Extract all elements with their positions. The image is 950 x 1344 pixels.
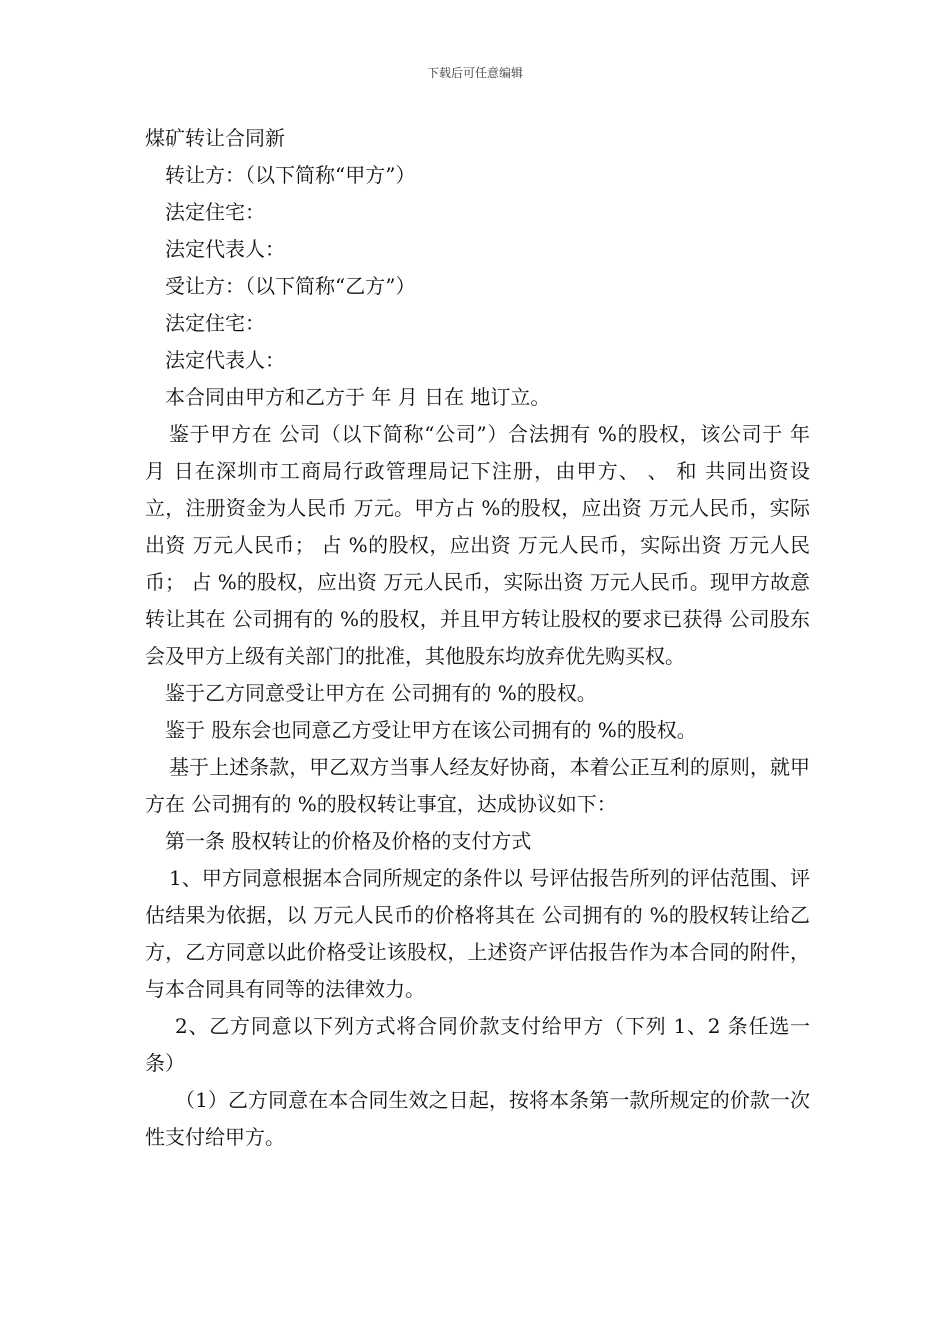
document-title: 煤矿转让合同新 [145, 126, 285, 150]
paragraph-transferor-address: 法定住宅： [165, 200, 265, 224]
paragraph-transferee-representative: 法定代表人： [165, 348, 285, 372]
article-1-clause-1: 1、甲方同意根据本合同所规定的条件以 号评估报告所列的评估范围、评估结果为依据，以 万元人民币的价格将其在 公司拥有的 %的股权转让给乙方，乙方同意以此价格受让该股权，上述资产评估报告作为本合同的附件，与本合同具有同等的法律效力。 [145, 866, 810, 1001]
paragraph-contract-date: 本合同由甲方和乙方于 年 月 日在 地订立。 [165, 385, 551, 409]
article-1-clause-2: 2、乙方同意以下列方式将合同价款支付给甲方（下列 1、2 条任选一条） [145, 1014, 810, 1075]
paragraph-transferee: 受让方：（以下简称“乙方”） [165, 274, 416, 298]
document-body [145, 120, 810, 1156]
paragraph-transferee-address: 法定住宅： [165, 311, 265, 335]
paragraph-transferor: 转让方：（以下简称“甲方”） [165, 163, 416, 187]
page-header-note: 下载后可任意编辑 [426, 66, 523, 80]
paragraph-transferor-representative: 法定代表人： [165, 237, 285, 261]
article-1-heading: 第一条 股权转让的价格及价格的支付方式 [165, 829, 532, 853]
article-1-clause-2-option-1: （1）乙方同意在本合同生效之日起，按将本条第一款所规定的价款一次性支付给甲方。 [145, 1088, 810, 1149]
paragraph-agreement-basis: 基于上述条款，甲乙双方当事人经友好协商，本着公正互利的原则，就甲方在 公司拥有的 %的股权转让事宜，达成协议如下： [145, 755, 810, 816]
paragraph-recital-shareholders: 鉴于 股东会也同意乙方受让甲方在该公司拥有的 %的股权。 [165, 718, 697, 742]
paragraph-recital-equity: 鉴于甲方在 公司（以下简称“公司”）合法拥有 %的股权，该公司于 年 月 日在深圳市工商局行政管理局记下注册，由甲方、 、 和 共同出资设立，注册资金为人民币 万元。甲方占 %的股权，应出资 万元人民币，实际出资 万元人民币； 占 %的股权，应出资 万元人民币，实际出资 万元人民币； 占 %的股权，应出资 万元人民币，实际出资 万元人民币。现甲方故意转让其在 公司拥有的 %的股权，并且甲方转让股权的要求已获得 公司股东会及甲方上级有关部门的批准，其他股东均放弃优先购买权。 [145, 422, 810, 668]
paragraph-recital-consent: 鉴于乙方同意受让甲方在 公司拥有的 %的股权。 [165, 681, 597, 705]
